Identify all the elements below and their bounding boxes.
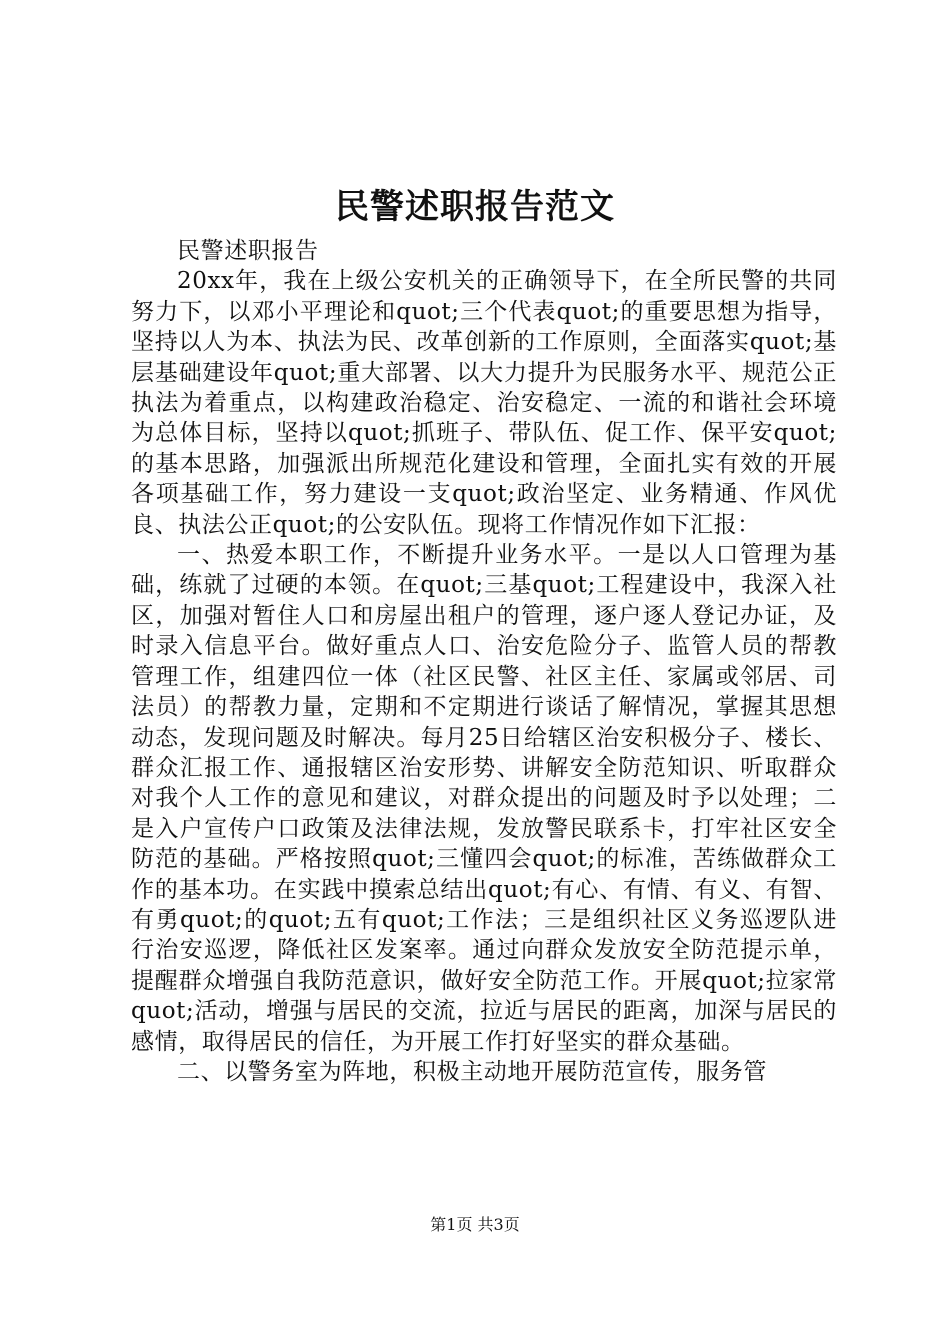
paragraph-subtitle: 民警述职报告 <box>177 238 319 264</box>
page-footer: 第1页 共3页 <box>430 1215 520 1234</box>
paragraph-intro: 20xx年，我在上级公安机关的正确领导下，在全所民警的共同努力下，以邓小平理论和quot;三个代表quot;的重要思想为指导，坚持以人为本、执法为民、改革创新的工作原则，全面落实quot;基层基础建设年quot;重大部署、以大力提升为民服务水平、规范公正执法为着重点，以构建政治稳定、治安稳定、一流的和谐社会环境为总体目标，坚持以quot;抓班子、带队伍、促工作、保平安quot;的基本思路，加强派出所规范化建设和管理，全面扎实有效的开展各项基础工作，努力建设一支quot;政治坚定、业务精通、作风优良、执法公正quot;的公安队伍。现将工作情况作如下汇报： <box>131 268 837 538</box>
paragraph-section-two: 二、以警务室为阵地，积极主动地开展防范宣传，服务管 <box>177 1058 767 1085</box>
document-title: 民警述职报告范文 <box>335 187 615 227</box>
document-body <box>131 236 837 1087</box>
paragraph-section-one: 一、热爱本职工作，不断提升业务水平。一是以人口管理为基础，练就了过硬的本领。在quot;三基quot;工程建设中，我深入社区，加强对暂住人口和房屋出租户的管理，逐户逐人登记办证，及时录入信息平台。做好重点人口、治安危险分子、监管人员的帮教管理工作，组建四位一体（社区民警、社区主任、家属或邻居、司法员）的帮教力量，定期和不定期进行谈话了解情况，掌握其思想动态，发现问题及时解决。每月25日给辖区治安积极分子、楼长、群众汇报工作、通报辖区治安形势、讲解安全防范知识、听取群众对我个人工作的意见和建议，对群众提出的问题及时予以处理；二是入户宣传户口政策及法律法规，发放警民联系卡，打牢社区安全防范的基础。严格按照quot;三懂四会quot;的标准，苦练做群众工作的基本功。在实践中摸索总结出quot;有心、有情、有义、有智、有勇quot;的quot;五有quot;工作法；三是组织社区义务巡逻队进行治安巡逻，降低社区发案率。通过向群众发放安全防范提示单，提醒群众增强自我防范意识，做好安全防范工作。开展quot;拉家常quot;活动，增强与居民的交流，拉近与居民的距离，加深与居民的感情，取得居民的信任，为开展工作打好坚实的群众基础。 <box>131 542 837 1055</box>
